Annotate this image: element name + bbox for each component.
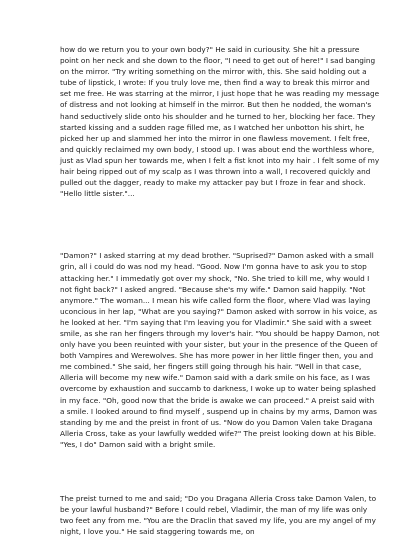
paragraph-spacer [60, 199, 380, 250]
paragraph-3: The preist turned to me and said; "Do you Dragana Alleria Cross take Damon Valen, to be your lawful husband?" Before I could rebel, Vladimir, the man of my life was only two feet any from me. "You are the Draclin that saved my life, you are my angel of my night, I love you." He said staggering towards me, on [60, 494, 377, 537]
document-page [60, 44, 380, 537]
paragraph-1: how do we return you to your own body?" He said in curiousity. She hit a pressure point on her neck and she down to the floor, "I need to get out of here!" I sad banging on the mirror. "Try writing something on the mirror with, this. She said holding out a tube of lipstick, I wrote: If you truly love me, then find a way to break this mirror and set me free. He was starring at the mirror, I just hope that he was reading my message of distress and not looking at himself in the mirror. But then he nodded, the woman's hand seductively slide onto his shoulder and he turned to her, blocking her face. They started kissing and a sudden rage filled me, as I watched her unbotton his shirt, he picked her up and slammed her into the mirror in one flawless movement. I felt free, and quickly reclaimed my own body, I stood up. I was about end the worthless whore, just as Vlad spun her towards me, when I felt a fist knot into my hair . I felt some of my hair being ripped out of my scalp as I was thrown into a wall, I recovered quickly and pulled out the dagger, ready to make my attacker pay but I froze in fear and shock. "Hello little sister."... [60, 45, 380, 199]
paragraph-2: "Damon?" I asked starring at my dead brother. "Suprised?" Damon asked with a small grin, all i could do was nod my head. "Good. Now I'm gonna have to ask you to stop attacking her." I immedatly got over my shock, "No. She tried to kill me, why would I not fight back?" I asked angred. "Because she's my wife." Damon said happily. "Not anymore." The woman... I mean his wife called form the floor, where Vlad was laying uconcious in her lap, "What are you saying?" Damon asked with sorrow in his voice, as he looked at her. "I'm saying that I'm leaving you for Vladimir." She said with a sweet smile, as she ran her fingers through my lover's hair. "You should be happy Damon, not only have you been reuinted with your sister, but your in the presence of the Queen of both Vampires and Werewolves. She has more power in her little finger then, you and me combined." She said, her fingers still going through his hair. "Well in that case, Alleria will become my new wife." Damon said with a dark smile on his face, as I was overcome by exhaustion and succamb to darkness, I woke up to water being splashed in my face. "Oh, good now that the bride is awake we can proceed." A preist said with a smile. I looked around to find myself , suspend up in chains by my arms, Damon was standing by me and the preist in front of us. "Now do you Damon Valen take Dragana Alleria Cross, take as your lawfully wedded wife?" The preist looking down at his Bible. "Yes, I do" Damon said with a bright smile. [60, 251, 380, 449]
paragraph-spacer [60, 450, 380, 493]
